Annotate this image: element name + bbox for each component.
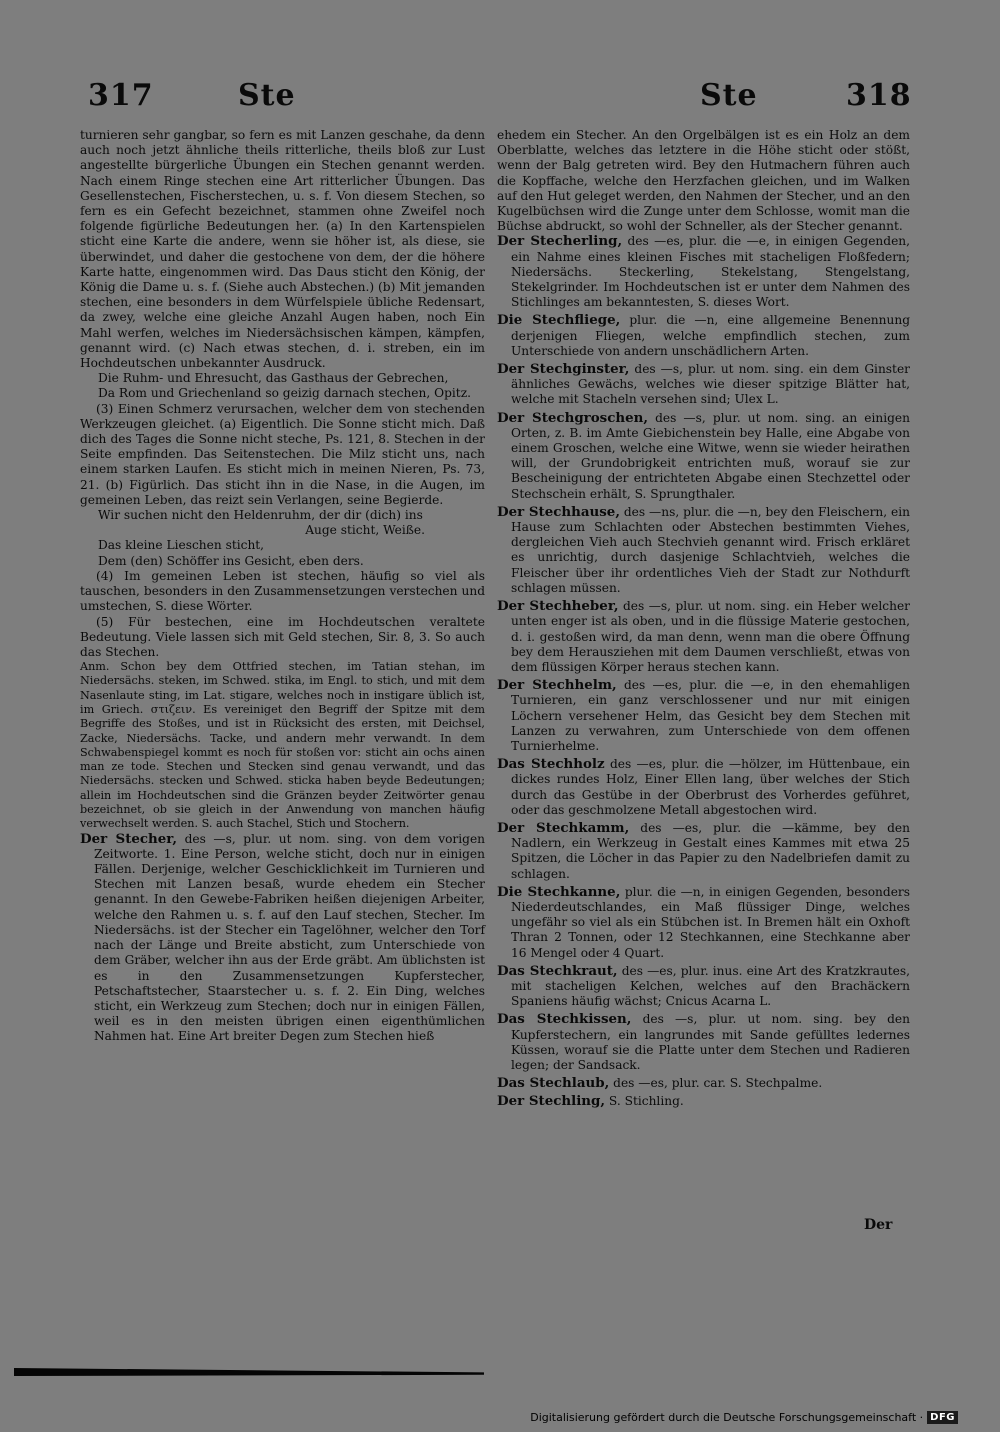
- entry-text: plur. die —n, eine allgemeine Benennung derjenigen Fliegen, welche empfindlich stechen, zum Unterschiede von andern unschädlichern Arten.: [511, 313, 911, 358]
- catchword: Der: [864, 1217, 893, 1233]
- entry-headword: Das Stechkissen,: [497, 1011, 632, 1028]
- entry-text: des —es, plur. car. S. Stechpalme.: [609, 1076, 823, 1091]
- dictionary-entry: [497, 885, 910, 961]
- entry-headword: Der Stechhause,: [497, 503, 620, 520]
- entry-headword: Der Stechling,: [497, 1093, 606, 1110]
- entry-text: des —ns, plur. die —n, bey den Fleischern, ein Hause zum Schlachten oder Abstechen bestimmten Viehes, dergleichen Vieh auch Stechvieh genannt wird. Frisch erkläret es unrichtig, durch dasjenige Schlachtvieh, welches die Fleischer über ihr ordentliches Vieh der Stadt zur Nothdurft schlagen müssen.: [511, 504, 910, 595]
- verse-line: Auge sticht, Weiße.: [305, 523, 425, 538]
- entry-headword: Das Stechkraut,: [497, 962, 618, 979]
- dictionary-entry: [497, 1094, 910, 1109]
- paragraph: turnieren sehr gangbar, so fern es mit Lanzen geschahe, da denn auch noch jetzt ähnliche theils ritterliche, theils bloß zur Lust angestellte bürgerliche Übungen ein Stechen genannt werden. Nach einem Ringe stechen eine Art ritterlicher Übungen. Das Gesellenstechen, Fischerstechen, u. s. f. Von diesem Stechen, so fern es ein Gefecht bezeichnet, stammen ohne Zweifel noch folgende figürliche Bedeutungen her. (a) In den Kartenspielen sticht eine Karte die andere, wenn sie höher ist, als diese, sie überwindet, und daher die gestochene von dem, der die höhere Karte hatte, eingenommen wird. Das Daus sticht den König, der König die Dame u. s. f. (Siehe auch Abstechen.) (b) Mit jemanden stechen, eine besonders in dem Würfelspiele übliche Redensart, da zwey, welche eine gleiche Anzahl Augen haben, noch Ein Mahl werfen, welches im Niedersächsischen kämpen, kämpfen, genannt wird. (c) Nach etwas stechen, d. i. streben, ein im Hochdeutschen unbekannter Ausdruck.: [80, 128, 485, 371]
- entry-text: des —s, plur. ut nom. sing. ein Heber welcher unten enger ist als oben, und in die flüssige Materie gestochen, d. i. gestoßen wird, da man denn, wenn man die obere Öffnung bey dem Herausziehen mit dem Daumen verschließt, etwas von dem flüssigen Körper heraus stechen kann.: [511, 599, 910, 674]
- dictionary-entry: [497, 599, 910, 675]
- entry-headword: Der Stecher,: [80, 830, 178, 847]
- right-text-column: [497, 128, 910, 1113]
- dictionary-entry: [497, 678, 910, 754]
- verse-line: Die Ruhm- und Ehresucht, das Gasthaus der Gebrechen,: [98, 371, 449, 386]
- annotation-note: Anm. Schon bey dem Ottfried stechen, im Tatian stehan, im Niedersächs. steken, im Schwed. stika, im Engl. to stich, und mit dem Nasenlaute sting, im Lat. stigare, welches noch in instigare üblich ist, im Griech. στιζειν. Es vereiniget den Begriff der Spitze mit dem Begriffe des Stoßes, und ist in Rücksicht des ersten, mit Deichsel, Zacke, Niedersächs. Tacke, und andern mehr verwandt. In dem Schwabenspiegel kommt es noch für stoßen vor: sticht ain ochs ainen man ze tode. Stechen und Stecken sind genau verwandt, und das Niedersächs. stecken und Schwed. sticka haben beyde Bedeutungen; allein im Hochdeutschen sind die Gränzen beyder Zeitwörter genau bezeichnet, ob sie gleich in der Anwendung von manchen häufig verwechselt werden. S. auch Stachel, Stich und Stochern.: [80, 660, 485, 831]
- verse-line: Da Rom und Griechenland so geizig darnach stechen, Opitz.: [98, 386, 471, 401]
- left-text-column: [80, 128, 485, 1048]
- dictionary-entry: [497, 1012, 910, 1073]
- entry-text: des —s, plur. ut nom. sing. bey den Kupferstechern, ein langrundes mit Sande gefülltes ledernes Küssen, worauf sie die Platte unter dem Stechen und Radieren legen; der Sandsack.: [511, 1012, 910, 1072]
- entry-text: des —es, plur. die —kämme, bey den Nadlern, ein Werkzeug in Gestalt eines Kammes mit etwa 25 Spitzen, die Löcher in das Papier zu den Nadelbriefen damit zu schlagen.: [511, 820, 910, 881]
- left-page-number: 317: [88, 78, 154, 113]
- dictionary-entry: [497, 1076, 910, 1091]
- verse-line: Dem (den) Schöffer ins Gesicht, eben ders.: [98, 553, 364, 568]
- dictionary-entry: [497, 505, 910, 596]
- entry-headword: Der Stechhelm,: [497, 677, 617, 694]
- entry-headword: Der Stechgroschen,: [497, 409, 649, 426]
- paragraph: (4) Im gemeinen Leben ist stechen, häufig so viel als tauschen, besonders in den Zusammensetzungen verstechen und umstechen, S. diese Wörter.: [80, 568, 485, 614]
- dictionary-entry: [497, 362, 910, 408]
- left-running-head: Ste: [238, 78, 296, 113]
- entry-text: des —s, plur. ut nom. sing. ein dem Ginster ähnliches Gewächs, welches wie dieser spitzige Blätter hat, welche mit Stacheln versehen sind; Ulex L.: [511, 362, 910, 407]
- entry-text: S. Stichling.: [605, 1094, 684, 1109]
- dictionary-entry: [497, 313, 910, 359]
- digitization-footer: [530, 1411, 958, 1424]
- dictionary-entry: [497, 964, 910, 1010]
- dictionary-entry: [497, 757, 910, 818]
- entry-headword: Der Stechkamm,: [497, 819, 630, 836]
- verse-line: Das kleine Lieschen sticht,: [98, 538, 265, 553]
- dfg-logo: DFG: [927, 1411, 958, 1424]
- entry-text: des —es, plur. die —e, in einigen Gegenden, ein Nahme eines kleinen Fisches mit stacheligen Floßfedern; Niedersächs. Steckerling, Stekelstang, Stengelstang, Stekelgrinder. Im Hochdeutschen ist er unter dem Nahmen des Stichlinges am bekanntesten, S. dieses Wort.: [511, 234, 910, 310]
- entry-headword: Der Stechginster,: [497, 361, 630, 378]
- entry-headword: Das Stechlaub,: [497, 1075, 610, 1092]
- entry-text: plur. die —n, in einigen Gegenden, besonders Niederdeutschlandes, ein Maß flüssiger Dinge, welches ungefähr so viel als ein Stübchen ist. In Bremen hält ein Oxhoft Thran 2 Tonnen, oder 12 Stechkannen, eine Stechkanne aber 16 Mengel oder 4 Quart.: [511, 884, 910, 960]
- scan-edge-artifact: [14, 1368, 484, 1376]
- entry-headword: Der Stecherling,: [497, 233, 623, 250]
- entry-headword: Das Stechholz: [497, 756, 605, 773]
- entry-headword: Die Stechfliege,: [497, 312, 621, 329]
- dictionary-entry: [497, 234, 910, 310]
- paragraph: (5) Für bestechen, eine im Hochdeutschen veraltete Bedeutung. Viele lassen sich mit Geld stechen, Sir. 8, 3. So auch das Stechen.: [80, 614, 485, 659]
- verse-line: Wir suchen nicht den Heldenruhm, der dir (dich) ins: [98, 508, 423, 523]
- entry-text: des —es, plur. die —hölzer, im Hüttenbaue, ein dickes rundes Holz, Einer Ellen lang, über welches der Stich durch das Gestübe in der Oberbrust des Vorherdes geführet, oder das geschmolzene Metall abgestochen wird.: [511, 757, 910, 817]
- dictionary-entry: [497, 821, 910, 882]
- right-page-number: 318: [846, 78, 912, 113]
- entry-text: des —s, plur. ut nom. sing. an einigen Orten, z. B. im Amte Giebichenstein bey Halle, eine Abgabe von einem Groschen, welche eine Witwe, wenn sie wieder heirathen will, der Grundobrigkeit entrichten muß, worauf sie zur Bescheinigung der entrichteten Abgabe einen Stechzettel oder Stechschein erhält, S. Sprungthaler.: [511, 410, 910, 501]
- paragraph: (3) Einen Schmerz verursachen, welcher dem von stechenden Werkzeugen gleichet. (a) Eigentlich. Die Sonne sticht mich. Daß dich des Tages die Sonne nicht steche, Ps. 121, 8. Stechen in der Seite empfinden. Das Seitenstechen. Die Milz sticht uns, nach einem starken Laufen. Es sticht mich in meinen Nieren, Ps. 73, 21. (b) Figürlich. Das sticht ihn in die Nase, in die Augen, im gemeinen Leben, das reizt sein Verlangen, seine Begierde.: [80, 401, 485, 507]
- entry-text: des —s, plur. ut nom. sing. von dem vorigen Zeitworte. 1. Eine Person, welche sticht, doch nur in einigen Fällen. Derjenige, welcher Geschicklichkeit im Turnieren und Stechen mit Lanzen besaß, wurde ehedem ein Stecher genannt. In den Gewebe-Fabriken heißen diejenigen Arbeiter, welche den Rahmen u. s. f. auf den Lauf stechen, Stecher. Im Niedersächs. ist der Stecher ein Tagelöhner, welcher den Torf nach der Länge und Breite absticht, zum Unterschiede von dem Gräber, welcher ihn aus der Erde gräbt. Am üblichsten ist es in den Zusammensetzungen Kupferstecher, Petschaftstecher, Staarstecher u. s. f. 2. Ein Ding, welches sticht, ein Werkzeug zum Stechen; doch nur in einigen Fällen, weil es in den meisten übrigen einen eigenthümlichen Nahmen hat. Eine Art breiter Degen zum Stechen hieß: [94, 831, 486, 1044]
- entry-text: des —es, plur. die —e, in den ehemahligen Turnieren, ein ganz verschlossener und nur mit einigen Löchern versehener Helm, das Gesicht bey dem Stechen mit Lanzen zu verwahren, zum Unterschiede von dem offenen Turnierhelme.: [511, 678, 910, 753]
- entry-headword: Der Stechheber,: [497, 598, 619, 615]
- footer-text: Digitalisierung gefördert durch die Deutsche Forschungsgemeinschaft ·: [530, 1411, 924, 1424]
- right-running-head: Ste: [700, 78, 758, 113]
- dictionary-entry: [80, 832, 485, 1045]
- dictionary-entry: [497, 411, 910, 502]
- paragraph: ehedem ein Stecher. An den Orgelbälgen ist es ein Holz an dem Oberblatte, welches das letztere in die Höhe sticht oder stößt, wenn der Balg getreten wird. Bey den Hutmachern führen auch die Kopffache, welche den Herzfachen gleichen, und im Walken auf den Hut geleget werden, den Nahmen der Stecher, und an den Kugelbüchsen wird die Zunge unter dem Schlosse, womit man die Büchse abdruckt, so wohl der Schneller, als der Stecher genannt.: [497, 128, 911, 234]
- entry-headword: Die Stechkanne,: [497, 883, 621, 900]
- entry-text: des —es, plur. inus. eine Art des Kratzkrautes, mit stacheligen Kelchen, welches auf den Brachäckern Spaniens häufig wächst; Cnicus Acarna L.: [511, 963, 910, 1009]
